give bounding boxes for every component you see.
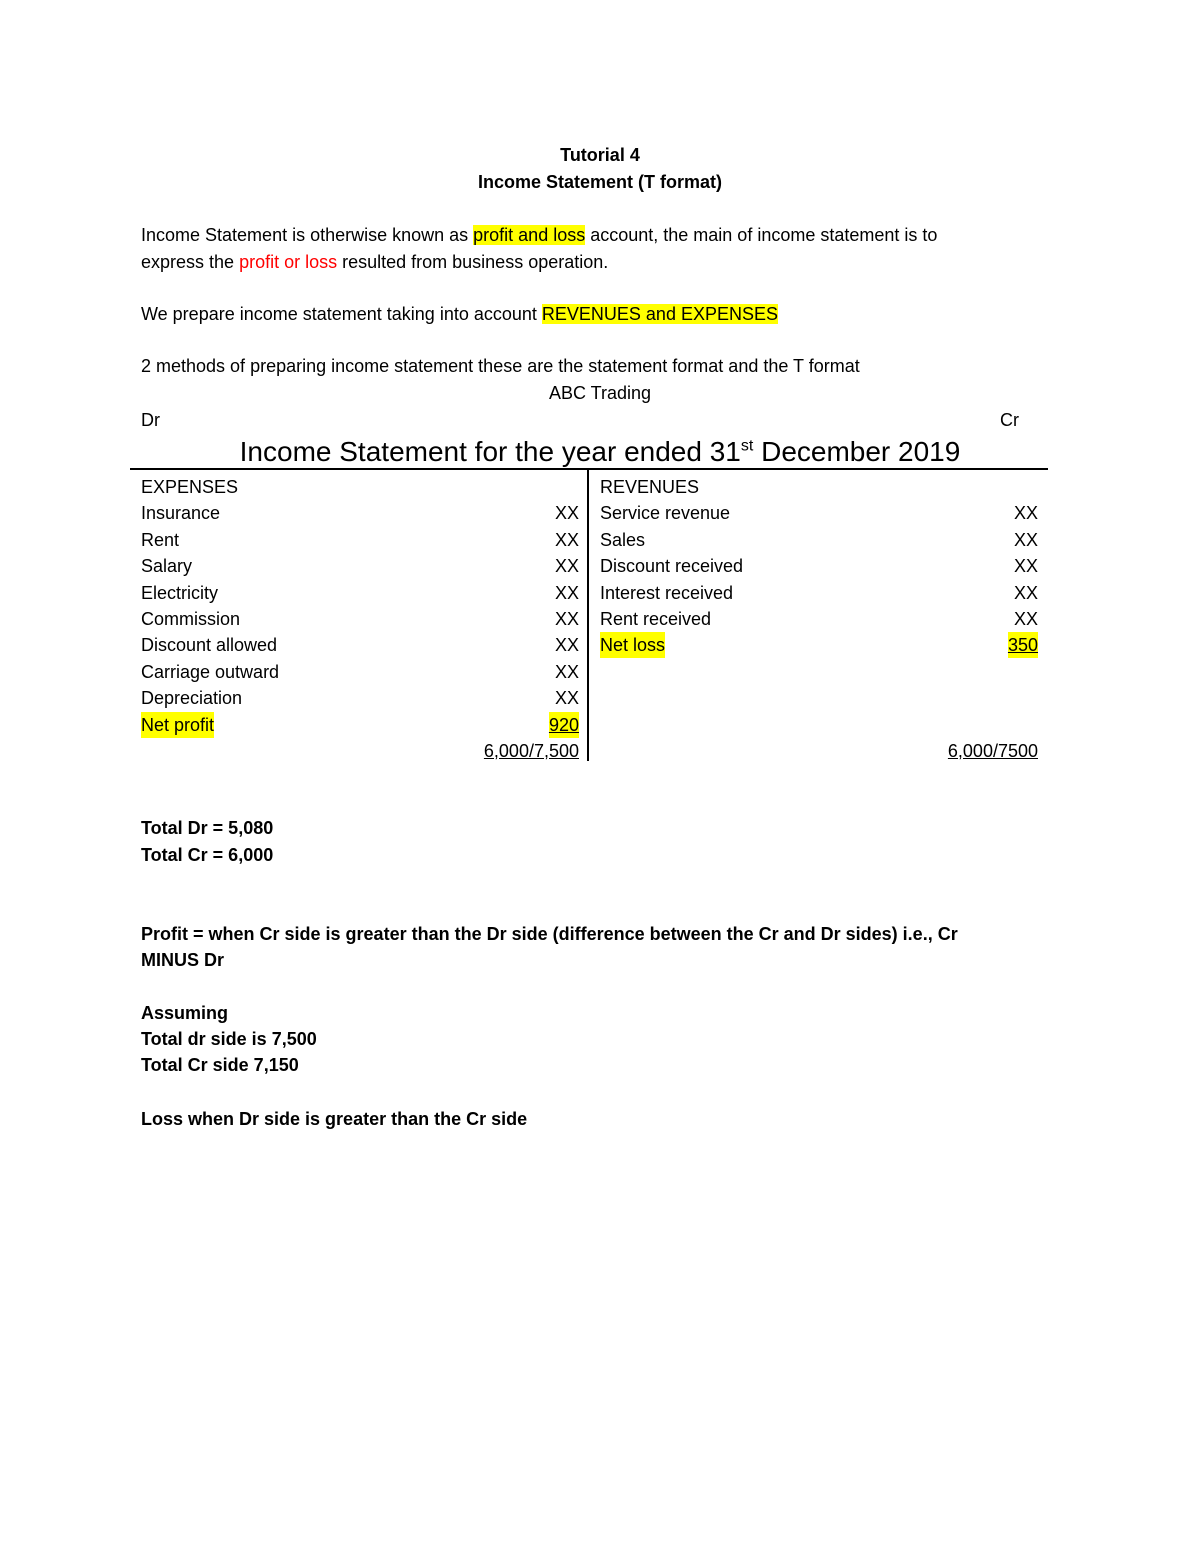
statement-title-text: Income Statement for the year ended 31: [239, 436, 741, 467]
expense-row: [141, 500, 579, 526]
revenue-amount: XX: [1013, 608, 1038, 629]
net-loss-amount: 350: [1008, 632, 1038, 658]
net-loss-label: Net loss: [600, 632, 665, 658]
t-account-center-rule: [587, 470, 589, 761]
revenue-amount: XX: [1013, 529, 1038, 550]
assume-dr-note: Total dr side is 7,500: [141, 1029, 317, 1049]
net-loss-row: [600, 632, 1038, 658]
revenues-expenses-paragraph: [141, 303, 778, 325]
expense-row: [141, 527, 579, 553]
revenue-amount: XX: [1013, 556, 1038, 577]
document-subtitle: Income Statement (T format): [477, 172, 723, 192]
profit-definition-line-2: MINUS Dr: [141, 950, 225, 970]
revenue-row: [600, 527, 1038, 553]
statement-title: [0, 434, 1200, 470]
t-account-top-rule: [130, 468, 1048, 470]
expenses-total: 6,000/7,500: [483, 740, 579, 761]
expense-row: [141, 632, 579, 658]
expense-label: Commission: [141, 608, 241, 629]
net-profit-row: [141, 712, 579, 738]
expense-amount: XX: [554, 503, 579, 524]
cr-label: Cr: [1000, 410, 1019, 430]
intro-text: Income Statement is otherwise known as: [141, 225, 474, 245]
revenue-label: Service revenue: [600, 503, 731, 524]
expense-label: Carriage outward: [141, 661, 280, 682]
red-term: profit or loss: [239, 252, 338, 272]
expense-amount: XX: [554, 688, 579, 709]
intro-text: express the: [141, 252, 240, 272]
intro-paragraph-line-1: [141, 224, 937, 246]
highlighted-term: profit and loss: [473, 225, 586, 245]
expense-label: Discount allowed: [141, 635, 278, 656]
revenue-label: Discount received: [600, 556, 744, 577]
loss-definition: Loss when Dr side is greater than the Cr side: [141, 1109, 528, 1129]
spacer-row: [600, 685, 1038, 711]
expense-row: [141, 553, 579, 579]
intro-text: account, the main of income statement is to: [585, 225, 938, 245]
revenues-heading-row: [600, 474, 1038, 500]
statement-title-superscript: st: [740, 437, 754, 455]
spacer-row: [600, 659, 1038, 685]
revenue-row: [600, 553, 1038, 579]
expense-label: Rent: [141, 529, 180, 550]
expense-amount: XX: [554, 635, 579, 656]
expense-amount: XX: [554, 529, 579, 550]
expense-label: Depreciation: [141, 688, 243, 709]
expense-row: [141, 685, 579, 711]
highlighted-term: REVENUES and EXPENSES: [541, 304, 778, 324]
intro-paragraph-line-2: [141, 251, 608, 273]
revenue-row: [600, 580, 1038, 606]
assume-cr-note: Total Cr side 7,150: [141, 1055, 299, 1075]
expense-label: Insurance: [141, 503, 221, 524]
expense-row: [141, 580, 579, 606]
net-profit-amount: 920: [549, 712, 579, 738]
net-profit-label: Net profit: [141, 712, 214, 738]
revenue-label: Sales: [600, 529, 646, 550]
expense-label: Electricity: [141, 582, 219, 603]
expenses-total-row: [141, 738, 579, 764]
dr-label: Dr: [141, 410, 160, 430]
tutorial-title: Tutorial 4: [560, 145, 640, 165]
total-dr-note: Total Dr = 5,080: [141, 818, 274, 838]
expenses-column: [141, 474, 579, 764]
total-cr-note: Total Cr = 6,000: [141, 845, 274, 865]
revenue-label: Rent received: [600, 608, 712, 629]
methods-paragraph: 2 methods of preparing income statement these are the statement format and the T format: [141, 356, 860, 376]
revenues-heading: REVENUES: [600, 477, 700, 497]
revenues-total-row: [600, 738, 1038, 764]
revenue-amount: XX: [1013, 582, 1038, 603]
expenses-heading: EXPENSES: [141, 477, 239, 497]
profit-definition-line-1: Profit = when Cr side is greater than the Dr side (difference between the Cr and Dr sides) i.e., Cr: [141, 924, 958, 944]
spacer-row: [600, 712, 1038, 738]
expense-amount: XX: [554, 582, 579, 603]
revenue-row: [600, 606, 1038, 632]
expense-label: Salary: [141, 556, 193, 577]
assuming-heading: Assuming: [141, 1003, 229, 1023]
expense-amount: XX: [554, 608, 579, 629]
expense-amount: XX: [554, 661, 579, 682]
revenue-row: [600, 500, 1038, 526]
expense-row: [141, 659, 579, 685]
expense-row: [141, 606, 579, 632]
intro-text: resulted from business operation.: [337, 252, 609, 272]
revenue-label: Interest received: [600, 582, 734, 603]
expense-amount: XX: [554, 556, 579, 577]
company-name: ABC Trading: [548, 383, 652, 403]
intro-text: We prepare income statement taking into account: [141, 304, 542, 324]
expenses-heading-row: [141, 474, 579, 500]
revenues-total: 6,000/7500: [947, 740, 1038, 761]
revenue-amount: XX: [1013, 503, 1038, 524]
revenues-column: [600, 474, 1038, 764]
statement-title-text: December 2019: [753, 436, 961, 467]
